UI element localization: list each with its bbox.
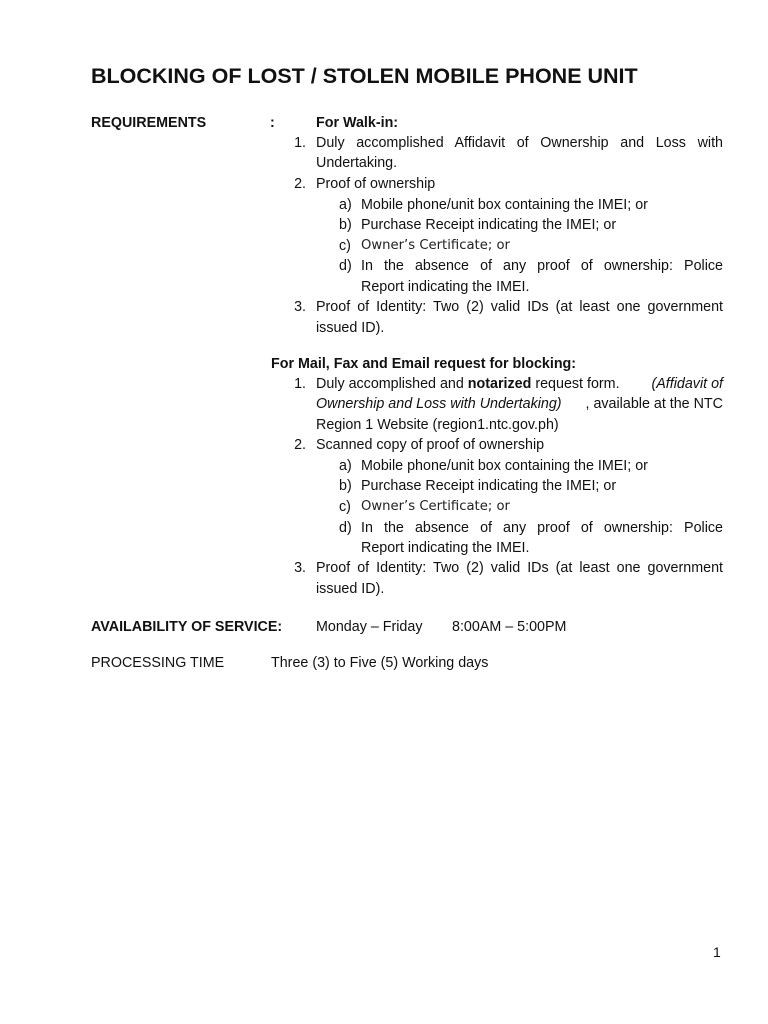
mail-item-1-line1: [316, 374, 723, 395]
walkin-item-2-text: Proof of ownership: [316, 176, 436, 192]
mail-sub-a-text: Mobile phone/unit box containing the IMEI; or: [361, 458, 648, 474]
mail-item-2-text: Scanned copy of proof of ownership: [316, 437, 545, 453]
mail-item-1-ownership-italic: Ownership and Loss with Undertaking): [316, 396, 562, 412]
mail-item-1-affidavit-italic: (Affidavit of: [651, 376, 723, 392]
mail-item-1-number: 1.: [294, 376, 306, 392]
mail-item-1-line3: Region 1 Website (region1.ntc.gov.ph): [316, 417, 559, 433]
mail-sub-b-text: Purchase Receipt indicating the IMEI; or: [361, 478, 617, 494]
mail-sub-d-letter: d): [339, 520, 352, 536]
mail-item-3-number: 3.: [294, 560, 306, 576]
walkin-item-1-line2: Undertaking.: [316, 155, 398, 171]
mail-item-1-line1-start: [316, 374, 620, 395]
walkin-sub-c-text: Owner’s Certificate; or: [361, 238, 510, 253]
mail-item-2-number: 2.: [294, 437, 306, 453]
walkin-sub-d-line2: Report indicating the IMEI.: [361, 279, 530, 295]
mail-sub-c-letter: c): [339, 499, 351, 515]
walkin-sub-d-line1: In the absence of any proof of ownership: Police: [361, 258, 723, 274]
walkin-sub-a-letter: a): [339, 197, 352, 213]
walkin-item-1-number: 1.: [294, 135, 306, 151]
processing-value: Three (3) to Five (5) Working days: [271, 655, 489, 671]
availability-hours: 8:00AM – 5:00PM: [452, 619, 567, 635]
mail-sub-d-line2: Report indicating the IMEI.: [361, 540, 530, 556]
page-title: BLOCKING OF LOST / STOLEN MOBILE PHONE UNIT: [91, 64, 638, 88]
walkin-item-3-number: 3.: [294, 299, 306, 315]
mail-item-1-line2: [316, 394, 723, 415]
walkin-sub-a-text: Mobile phone/unit box containing the IMEI; or: [361, 197, 648, 213]
availability-days: Monday – Friday: [316, 619, 423, 635]
mail-sub-d-line1: In the absence of any proof of ownership: Police: [361, 520, 723, 536]
mail-item-3-line2: issued ID).: [316, 581, 385, 597]
walkin-sub-b-letter: b): [339, 217, 352, 233]
mail-heading: For Mail, Fax and Email request for blocking:: [271, 356, 577, 372]
walkin-item-3-line2: issued ID).: [316, 320, 385, 336]
walkin-item-3-line1: Proof of Identity: Two (2) valid IDs (at least one government: [316, 299, 723, 315]
mail-sub-c-text: Owner’s Certificate; or: [361, 499, 510, 514]
walkin-item-1-line1: Duly accomplished Affidavit of Ownership and Loss with: [316, 135, 723, 151]
processing-label: PROCESSING TIME: [91, 655, 225, 671]
mail-sub-b-letter: b): [339, 478, 352, 494]
availability-label: AVAILABILITY OF SERVICE:: [91, 619, 283, 635]
mail-item-1-text-a: Duly accomplished and: [316, 376, 468, 392]
mail-sub-a-letter: a): [339, 458, 352, 474]
mail-item-3-line1: Proof of Identity: Two (2) valid IDs (at least one government: [316, 560, 723, 576]
walkin-sub-c-letter: c): [339, 238, 351, 254]
walkin-item-2-number: 2.: [294, 176, 306, 192]
mail-item-1-notarized: notarized: [467, 376, 532, 392]
walkin-sub-b-text: Purchase Receipt indicating the IMEI; or: [361, 217, 617, 233]
requirements-colon: :: [270, 115, 275, 131]
mail-item-1-ntc-text: , available at the NTC: [585, 396, 723, 412]
mail-item-1-text-c: request form.: [531, 376, 620, 392]
page-number: 1: [713, 944, 721, 960]
requirements-label: REQUIREMENTS: [91, 115, 207, 131]
walkin-sub-d-letter: d): [339, 258, 352, 274]
walkin-heading: For Walk-in:: [316, 115, 399, 131]
